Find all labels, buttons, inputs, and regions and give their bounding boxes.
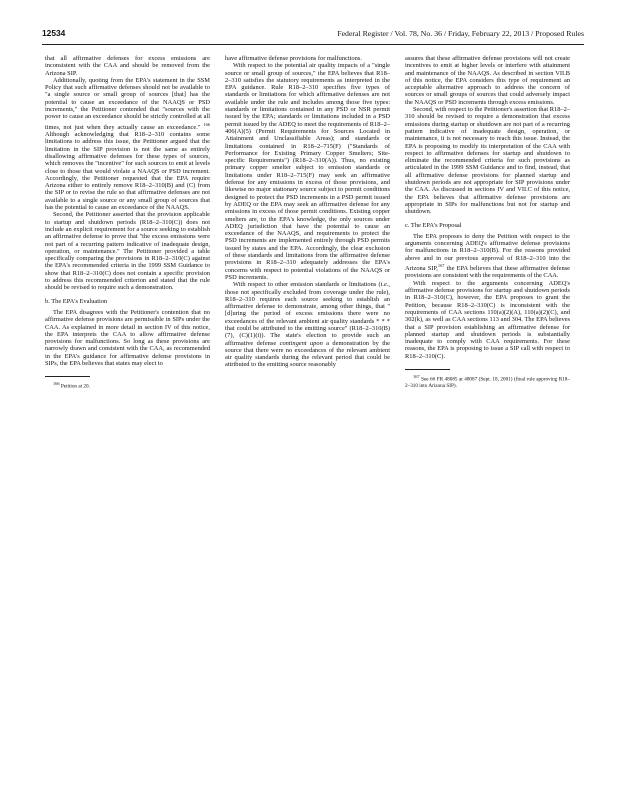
page-number: 12534 bbox=[42, 28, 66, 38]
paragraph-text: With respect to other emission standards or limitations ( bbox=[233, 281, 381, 289]
section-heading: b. The EPA's Evaluation bbox=[45, 297, 108, 305]
paragraph: have affirmative defense provisions for malfunctions. bbox=[225, 55, 362, 62]
paragraph-text: a demonstration by the source that there were no exceedances of the relevant ambient air quality standards during the relevant period that could be attributed to the emitting source reasonably bbox=[225, 339, 391, 369]
paragraph-text: the EPA believes that these affirmative defense provisions are consistent with the requirements of the CAA. bbox=[405, 265, 570, 280]
paragraph bbox=[45, 77, 210, 211]
footnote-marker: 167 bbox=[437, 263, 445, 269]
footnote-rule bbox=[405, 369, 450, 370]
footnote bbox=[45, 381, 210, 390]
paragraph: With respect to the potential air quality impacts of a "single source or small group of sources," the EPA believes that R18–2–310 satisfies the statutory requirements as interpreted in the EPA guidance. Rule R18–2–310 specifies five types of standards or limitations for which affirmative defenses are not available under the rule and includes among those five types: standards or limitations contained in any PSD or NSR permit issued by the EPA; standards or limitations included in a PSD permit issued by the ADEQ to meet the requirements of R18–2–406(A)(5) (Permit Requirements for Sources Located in Attainment and Unclassifiable Areas); and standards or limitations contained in R18–2–715(F) ("Standards of Performance for Existing Primary Copper Smelters; Site-specific Requirements") (R18–2–310(A)). Thus, no existing primary copper smelter subject to emission standards or limitations under R18–2–715(F) may seek an affirmative defense for any emissions in excess of those provisions, and likewise no major stationary source subject to permit conditions designed to protect the PSD increments in a PSD permit issued by ADEQ or the EPA may seek an affirmative defense for any emissions in excess of those permit conditions. Existing copper smelters are, to the EPA's knowledge, the only sources under ADEQ jurisdiction that have the potential to cause an exceedance of the NAAQS, and requirements to protect the PSD increments are implemented entirely through PSD permits issued by states and the EPA. Accordingly, the clear exclusion of these standards and limitations from the affirmative defense provisions in R18–2–310 adequately addresses the EPA's concerns with respect to potential violations of the NAAQS or PSD increments. bbox=[225, 62, 390, 281]
column-1 bbox=[45, 55, 210, 390]
footnote-text: See 66 FR 48085 at 48087 (Sept. 18, 2001) (final rule approving R18–2–310 into Arizona SIP). bbox=[405, 376, 570, 389]
italic-text: i.e., bbox=[380, 281, 390, 289]
paragraph-text: those not specifically excluded from coverage under the rule), R18–2–310 requires each source seeking to establish an affirmative defense to demonstrate, among other things, that "[d]uring the period of excess emissions there were no exceedances of the relevant ambient air quality standards * * * that could be attributed to the emitting source" (R18–2–310(B)(7), (C)(1)(i)). The state's election to provide such an affirmative defense bbox=[225, 288, 390, 347]
paragraph bbox=[405, 233, 570, 280]
paragraph: assures that these affirmative defense provisions will not create incentives to emit at higher levels or interfere with attainment and maintenance of the NAAQS. As described in section VII.B of this notice, the EPA considers this type of requirement an acceptable alternative approach to address the concern of sources or small groups of sources that could adversely impact the NAAQS or PSD increments through excess emissions. bbox=[405, 55, 570, 106]
publication-citation: Federal Register / Vol. 78, No. 36 / Friday, February 22, 2013 / Proposed Rules bbox=[337, 29, 584, 38]
header-rule bbox=[42, 44, 584, 45]
footnote-marker: 166 bbox=[203, 121, 210, 127]
column-2 bbox=[225, 55, 390, 369]
paragraph: Second, with respect to the Petitioner's assertion that R18–2–310 should be revised to require a demonstration that excess emissions during startup or shutdown are not part of a recurring pattern indicative of inadequate design, operation, or maintenance, it is not necessary to reach this issue. Instead, the EPA is proposing to modify its interpretation of the CAA with respect to affirmative defenses for startup and shutdown to eliminate the recommended criteria for such provisions as articulated in the 1999 SSM Guidance and to find, instead, that all affirmative defense provisions for planned startup and shutdown periods are not appropriate for SIP provisions under the CAA. As discussed in sections IV and VII.C of this notice, the EPA believes that affirmative defense provisions are appropriate in SIPs for malfunctions but not for startup and shutdown. bbox=[405, 106, 570, 216]
footnote bbox=[405, 374, 570, 389]
page-header bbox=[42, 28, 584, 42]
footnote-text: Petition at 20. bbox=[60, 384, 90, 391]
footnote-marker: 167 bbox=[413, 374, 420, 379]
paragraph: that all affirmative defenses for excess emissions are inconsistent with the CAA and should be removed from the Arizona SIP. bbox=[45, 55, 210, 77]
section-heading: c. The EPA's Proposal bbox=[405, 221, 462, 229]
paragraph-text: Additionally, quoting from the EPA's statement in the SSM Policy that such affirmative defenses should not be available to "a single source or small group of sources [that] has the potential to cause an exceedance of the NAAQS or PSD increments," the Petitioner contended that "sources with the power to cause an exceedance should be strictly controlled at all times, not just when they actually cause an exceedance." bbox=[45, 76, 210, 131]
paragraph: With respect to the arguments concerning ADEQ's affirmative defense provisions for startup and shutdown periods in R18–2–310(C), however, the EPA proposes to grant the Petition, because R18–2–310(C) is inconsistent with the requirements of CAA sections 110(a)(2)(A), 110(a)(2)(C), and 302(k), as well as CAA sections 113 and 304. The EPA believes that a SIP provision establishing an affirmative defense for planned startup and shutdown periods is substantially inadequate to comply with CAA requirements. For these reasons, the EPA is proposing to issue a SIP call with respect to R18–2–310(C). bbox=[405, 279, 570, 360]
footnote-marker: 166 bbox=[53, 381, 60, 387]
paragraph-text: Although acknowledging that R18–2–310 contains some limitations to address this issue, the Petitioner argued that the limitation in the SIP provision is not the same as entirely disallowing affirmative defenses for these types of sources, which removes the "incentive" for such sources to emit at levels close to those that would violate a NAAQS or PSD increment. Accordingly, the Petitioner requested that the EPA require Arizona either to entirely remove R18–2–310(B) and (C) from the SIP or to revise the rule so that affirmative defenses are not available to a single source or any small group of sources that has the potential to cause an exceedance of the NAAQS. bbox=[45, 131, 210, 212]
paragraph-text: The EPA proposes to deny the Petition with respect to the arguments concerning ADEQ's affirmative defense provisions for malfunctions in R18–2–310(B). For the reasons provided above and in our previous approval of R18–2–310 into the Arizona SIP, bbox=[405, 232, 570, 273]
paragraph: The EPA disagrees with the Petitioner's contention that no affirmative defense provisions are permissible in SIPs under the CAA. As explained in more detail in section IV of this notice, the EPA interprets the CAA to allow affirmative defense provisions for malfunctions. So long as these provisions are narrowly drawn and consistent with the CAA, as recommended in the EPA's guidance for affirmative defense provisions in SIPs, the EPA believes that states may elect to bbox=[45, 308, 210, 367]
paragraph bbox=[225, 281, 390, 369]
column-3 bbox=[405, 55, 570, 389]
footnote-rule bbox=[45, 376, 90, 377]
italic-text: contingent upon bbox=[279, 339, 323, 347]
paragraph: Second, the Petitioner asserted that the provision applicable to startup and shutdown periods (R18–2–310(C)) does not include an explicit requirement for a source seeking to establish an affirmative defense to prove that "the excess emissions were not part of a recurring pattern indicative of inadequate design, operation, or maintenance." The Petitioner provided a table specifically comparing the provisions in R18–2–310(C) against the EPA's recommended criteria in the 1999 SSM Guidance to show that R18–2–310(C) does not contain a specific provision to address this recommended criterion and stated that the rule should be revised to require such a demonstration. bbox=[45, 211, 210, 292]
